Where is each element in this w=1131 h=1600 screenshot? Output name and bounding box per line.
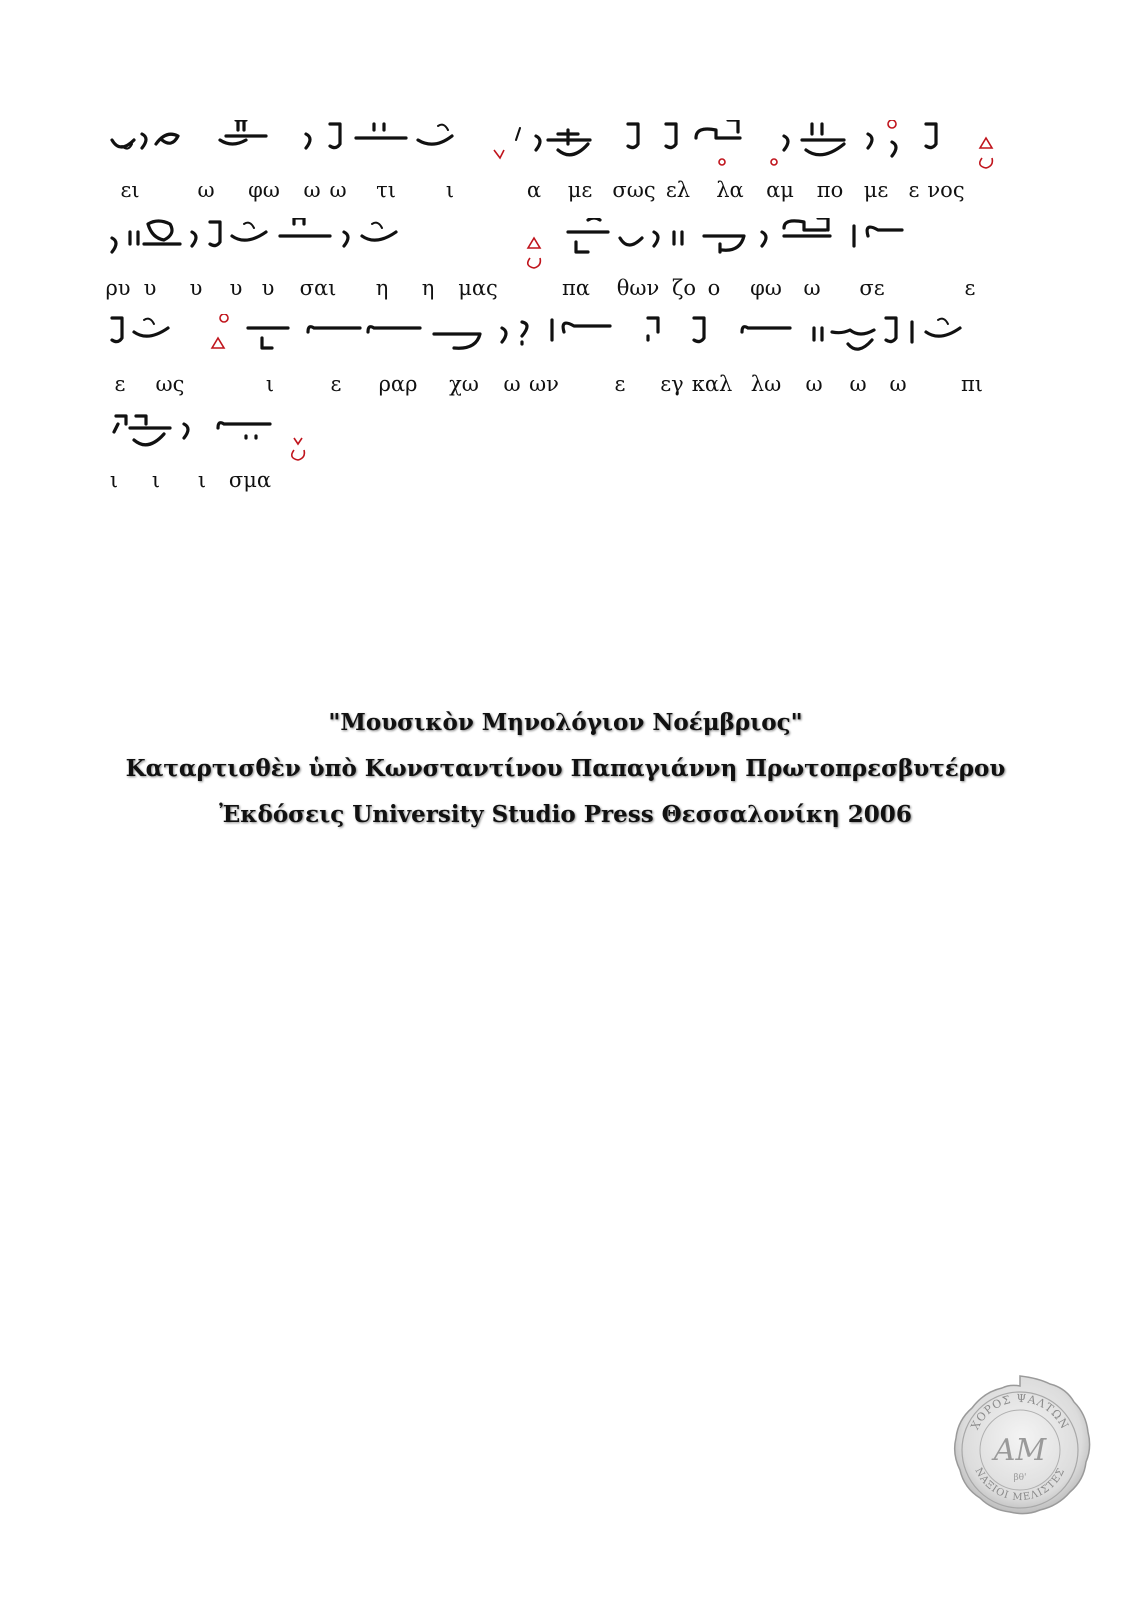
choir-seal-logo [944, 1372, 1096, 1524]
lyric-syllable: ω [197, 178, 215, 202]
lyric-syllable: ι [197, 468, 207, 492]
lyric-syllable: ω [805, 372, 823, 396]
lyric-syllable: πο [816, 178, 844, 202]
lyric-syllable: ο [707, 276, 721, 300]
lyric-syllable: μας [458, 276, 498, 300]
lyric-syllable: σμα [228, 468, 272, 492]
lyric-syllable: φω [750, 276, 782, 300]
lyric-syllable: ω [503, 372, 521, 396]
lyric-syllable: ω [303, 178, 321, 202]
lyric-syllable: α [526, 178, 542, 202]
book-author: Καταρτισθὲν ὑπὸ Κωνσταντίνου Παπαγιάννη Πρωτοπρεσβυτέρου [125, 755, 1006, 782]
lyric-syllable: χω [449, 372, 479, 396]
lyric-syllable: αμ [766, 178, 794, 202]
book-publisher: Ἐκδόσεις University Studio Press Θεσσαλονίκη 2006 [219, 801, 912, 828]
lyric-syllable: ε [964, 276, 976, 300]
lyric-syllable: τι [376, 178, 396, 202]
lyric-syllable: πι [960, 372, 984, 396]
lyric-syllable: η [421, 276, 435, 300]
book-title: "Μουσικὸν Μηνολόγιον Νοέμβριος" [328, 709, 803, 736]
lyric-syllable: πα [562, 276, 590, 300]
lyric-syllable: ε [330, 372, 342, 396]
lyric-syllable: ω [889, 372, 907, 396]
lyric-syllable: με [863, 178, 889, 202]
lyric-syllable: λω [750, 372, 782, 396]
lyric-syllable: ραρ [378, 372, 418, 396]
book-credits [0, 700, 1131, 838]
lyric-syllable: με [567, 178, 593, 202]
lyric-syllable: ι [445, 178, 455, 202]
lyric-syllable: η [375, 276, 389, 300]
lyric-syllable: ω [803, 276, 821, 300]
lyric-syllable: λα [716, 178, 744, 202]
lyric-syllable: υ [189, 276, 203, 300]
lyric-syllable: ε [114, 372, 126, 396]
lyric-syllable: υ [143, 276, 157, 300]
lyric-syllable: ρυ [105, 276, 131, 300]
lyric-syllable: ι [151, 468, 161, 492]
lyric-syllable: νος [927, 178, 965, 202]
lyric-syllable: εγ [660, 372, 684, 396]
lyric-syllable: σως [612, 178, 656, 202]
lyric-syllable: θων [616, 276, 660, 300]
lyric-syllable: σαι [299, 276, 337, 300]
lyric-syllable: υ [261, 276, 275, 300]
lyric-syllable: ε [908, 178, 920, 202]
seal-top-text: ΧΟΡΟΣ ΨΑΛΤΩΝ [968, 1391, 1072, 1432]
lyric-syllable: ελ [665, 178, 691, 202]
lyric-syllable: ω [329, 178, 347, 202]
seal-small-text: βθ' [1013, 1473, 1027, 1483]
seal-bottom-text: ΝΑΞΙΟΙ ΜΕΛΙΣΤΕΣ [972, 1466, 1068, 1504]
lyric-syllable: ως [155, 372, 185, 396]
lyric-syllable: σε [859, 276, 885, 300]
seal-monogram: ΑΜ [993, 1433, 1047, 1468]
lyric-syllable: ζο [671, 276, 697, 300]
lyric-syllable: ε [614, 372, 626, 396]
lyric-syllable: φω [248, 178, 280, 202]
lyric-syllable: ων [529, 372, 559, 396]
lyric-syllable: καλ [691, 372, 733, 396]
lyric-syllable: ει [120, 178, 140, 202]
lyric-syllable: ω [849, 372, 867, 396]
lyric-syllable: υ [229, 276, 243, 300]
lyric-syllable: ι [265, 372, 275, 396]
lyric-syllable: ι [109, 468, 119, 492]
